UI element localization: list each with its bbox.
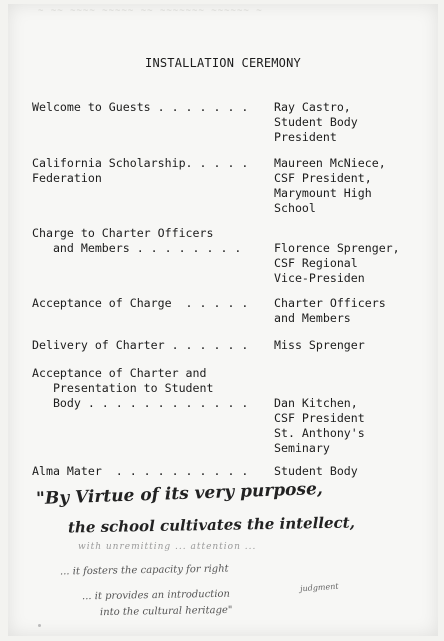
program-event: Delivery of Charter . . . . . .: [32, 338, 249, 352]
program-event: California Scholarship. . . . . Federation: [32, 156, 249, 185]
program-presenter: Maureen McNiece, CSF President, Marymount High School: [274, 156, 386, 215]
program-presenter: Dan Kitchen, CSF President St. Anthony's Seminary: [274, 396, 365, 455]
program-presenter: Ray Castro, Student Body President: [274, 100, 358, 144]
handwritten-quote-line: ... it provides an introduction: [81, 588, 231, 603]
paper-speck: [38, 624, 41, 627]
handwritten-quote-line: ... it fosters the capacity for right: [59, 563, 229, 578]
handwritten-quote-line: the school cultivates the intellect,: [67, 513, 355, 537]
program-event: Acceptance of Charter and Presentation to Student Body . . . . . . . . . . . .: [32, 366, 249, 410]
program-event: Charge to Charter Officers and Members . . . . . . . .: [32, 226, 242, 255]
faint-top-text: ~ ~~ ~~~~ ~~~~~ ~~ ~~~~~~~ ~~~~~~ ~: [38, 6, 263, 16]
program-presenter: Miss Sprenger: [274, 338, 365, 352]
program-page: [8, 4, 438, 636]
program-presenter: Student Body: [274, 464, 358, 478]
program-event: Welcome to Guests . . . . . . .: [32, 100, 249, 114]
program-presenter: Florence Sprenger, CSF Regional Vice-Presiden: [274, 241, 400, 285]
page-title: INSTALLATION CEREMONY: [145, 56, 301, 70]
program-event: Acceptance of Charge . . . . .: [32, 296, 249, 310]
handwritten-quote-line: "By Virtue of its very purpose,: [35, 479, 324, 509]
program-presenter: Charter Officers and Members: [274, 296, 386, 325]
handwritten-quote-note: judgment: [299, 581, 339, 594]
handwritten-quote-line: into the cultural heritage": [99, 604, 233, 619]
handwritten-quote-line: with unremitting ... attention ...: [78, 542, 257, 552]
program-event: Alma Mater . . . . . . . . . .: [32, 464, 249, 478]
